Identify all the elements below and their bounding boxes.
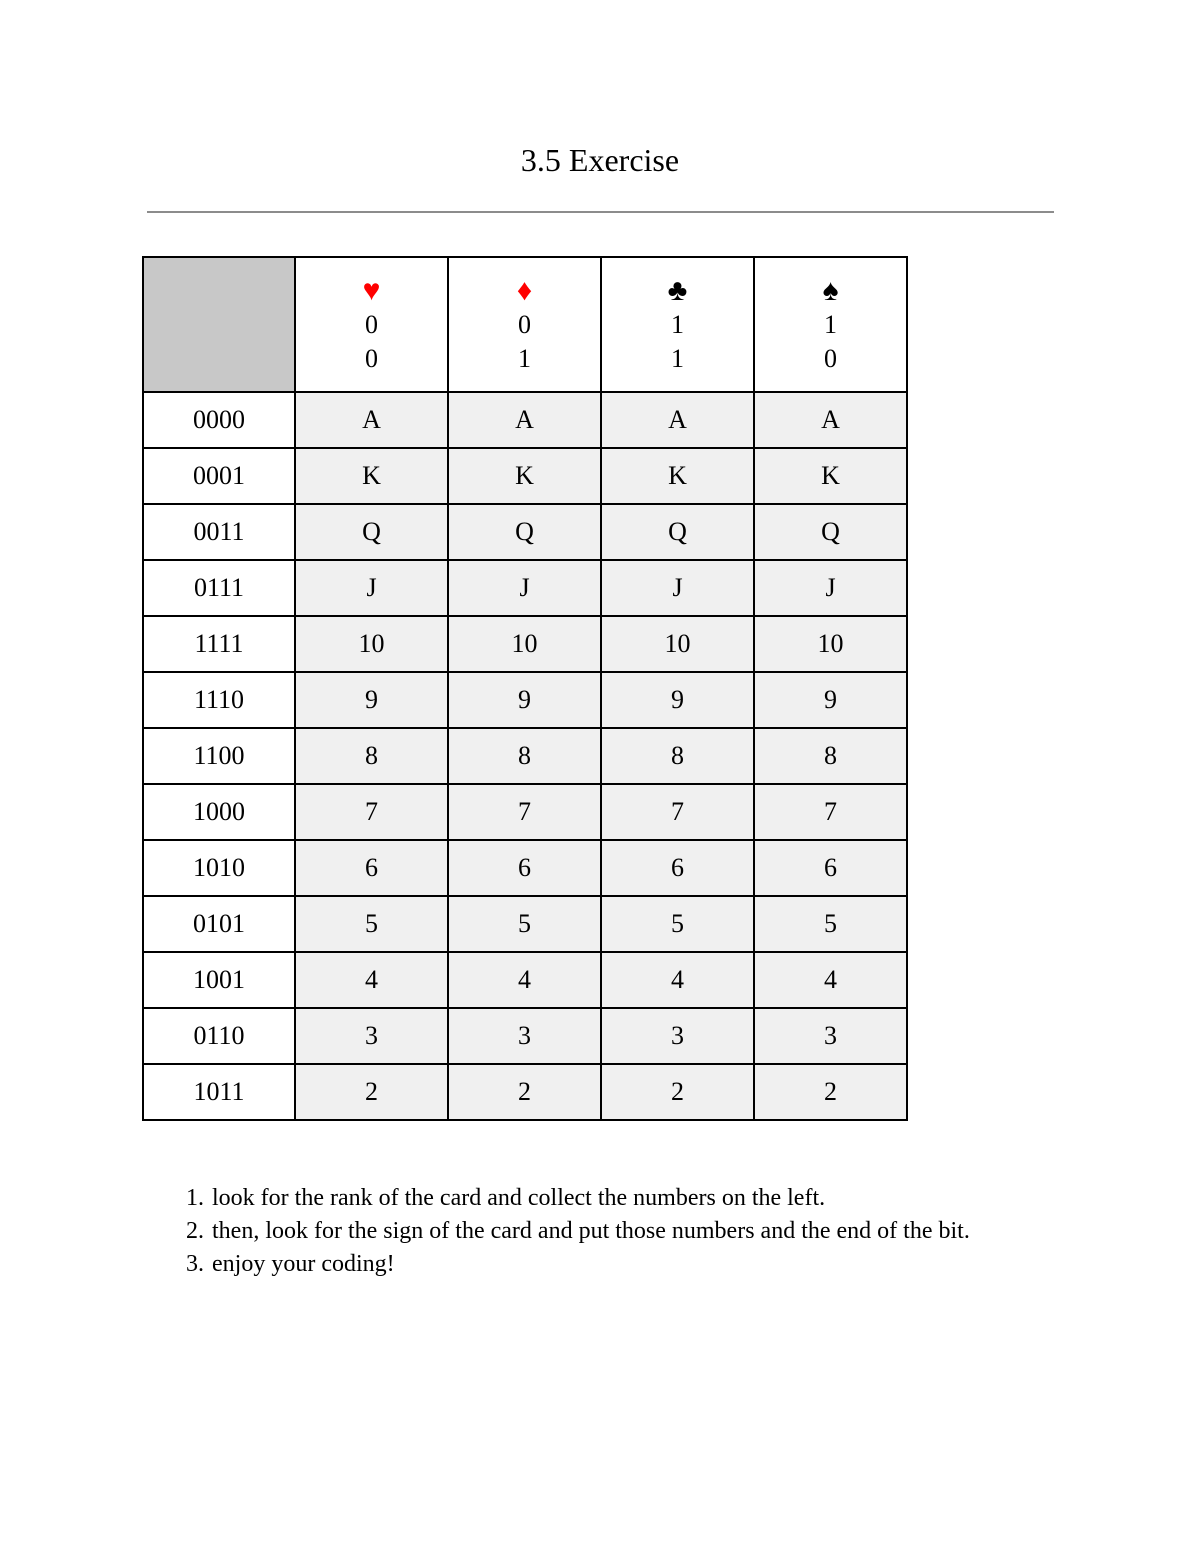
rank-code-cell: 0110 [143, 1008, 295, 1064]
instruction-item: 3. enjoy your coding! [210, 1248, 1170, 1281]
card-rank-cell-heart: K [295, 448, 448, 504]
card-rank-cell-diamond: 8 [448, 728, 601, 784]
card-rank-cell-club: 6 [601, 840, 754, 896]
table-row [143, 504, 907, 560]
card-rank-cell-heart: J [295, 560, 448, 616]
card-code-table [142, 256, 908, 1121]
diamond-icon: ♦ [516, 273, 533, 307]
card-rank-cell-spade: 10 [754, 616, 907, 672]
card-rank-cell-heart: A [295, 392, 448, 448]
club-icon: ♣ [667, 273, 688, 307]
table-row [143, 840, 907, 896]
suit-bit-1: 1 [671, 309, 684, 339]
card-rank-cell-heart: 3 [295, 1008, 448, 1064]
table-row [143, 784, 907, 840]
card-rank-cell-club: 8 [601, 728, 754, 784]
rank-code-cell: 1000 [143, 784, 295, 840]
rank-code-cell: 1100 [143, 728, 295, 784]
rank-code-cell: 0000 [143, 392, 295, 448]
card-rank-cell-spade: 6 [754, 840, 907, 896]
card-rank-cell-spade: 5 [754, 896, 907, 952]
card-rank-cell-spade: A [754, 392, 907, 448]
card-rank-cell-diamond: A [448, 392, 601, 448]
card-rank-cell-club: 4 [601, 952, 754, 1008]
suit-bit-2: 1 [671, 343, 684, 373]
spade-icon: ♠ [822, 273, 839, 307]
card-rank-cell-spade: 4 [754, 952, 907, 1008]
card-rank-cell-diamond: 5 [448, 896, 601, 952]
card-rank-cell-club: 10 [601, 616, 754, 672]
card-rank-cell-spade: J [754, 560, 907, 616]
card-rank-cell-diamond: 6 [448, 840, 601, 896]
suit-header-spade [754, 257, 907, 392]
rank-code-cell: 0011 [143, 504, 295, 560]
card-rank-cell-club: 3 [601, 1008, 754, 1064]
card-rank-cell-heart: 2 [295, 1064, 448, 1120]
card-rank-cell-diamond: 3 [448, 1008, 601, 1064]
card-rank-cell-diamond: 4 [448, 952, 601, 1008]
card-rank-cell-diamond: 7 [448, 784, 601, 840]
rank-code-cell: 1011 [143, 1064, 295, 1120]
table-row [143, 1008, 907, 1064]
rank-code-cell: 1111 [143, 616, 295, 672]
card-rank-cell-diamond: 2 [448, 1064, 601, 1120]
rank-code-cell: 1110 [143, 672, 295, 728]
suit-header-row [143, 257, 907, 392]
card-rank-cell-spade: 9 [754, 672, 907, 728]
card-rank-cell-spade: Q [754, 504, 907, 560]
card-rank-cell-heart: Q [295, 504, 448, 560]
corner-cell [143, 257, 295, 392]
suit-bit-1: 0 [365, 309, 378, 339]
suit-bit-1: 1 [824, 309, 837, 339]
rank-code-cell: 1010 [143, 840, 295, 896]
title-divider [147, 211, 1054, 213]
card-rank-cell-heart: 10 [295, 616, 448, 672]
table-row [143, 896, 907, 952]
card-rank-cell-spade: 3 [754, 1008, 907, 1064]
table-row [143, 672, 907, 728]
rank-code-cell: 1001 [143, 952, 295, 1008]
table-row [143, 448, 907, 504]
card-rank-cell-club: Q [601, 504, 754, 560]
card-rank-cell-heart: 6 [295, 840, 448, 896]
rank-code-cell: 0111 [143, 560, 295, 616]
table-row [143, 728, 907, 784]
page-title: 3.5 Exercise [520, 142, 680, 178]
suit-header-club [601, 257, 754, 392]
suit-header-diamond [448, 257, 601, 392]
table-row [143, 1064, 907, 1120]
table-row [143, 392, 907, 448]
suit-bit-1: 0 [518, 309, 531, 339]
rank-code-cell: 0001 [143, 448, 295, 504]
card-rank-cell-heart: 4 [295, 952, 448, 1008]
card-rank-cell-heart: 8 [295, 728, 448, 784]
instruction-item: 1. look for the rank of the card and collect the numbers on the left. [210, 1182, 1170, 1215]
card-rank-cell-spade: 8 [754, 728, 907, 784]
card-rank-cell-club: K [601, 448, 754, 504]
card-rank-cell-heart: 9 [295, 672, 448, 728]
card-rank-cell-spade: 2 [754, 1064, 907, 1120]
card-rank-cell-diamond: J [448, 560, 601, 616]
card-rank-cell-club: A [601, 392, 754, 448]
instruction-item: 2. then, look for the sign of the card and put those numbers and the end of the bit. [210, 1215, 1170, 1248]
card-rank-cell-spade: K [754, 448, 907, 504]
card-rank-cell-heart: 7 [295, 784, 448, 840]
instructions-list [170, 1182, 1170, 1281]
card-rank-cell-diamond: Q [448, 504, 601, 560]
suit-header-heart [295, 257, 448, 392]
suit-bit-2: 0 [365, 343, 378, 373]
card-rank-cell-club: 2 [601, 1064, 754, 1120]
card-rank-cell-heart: 5 [295, 896, 448, 952]
card-rank-cell-club: 5 [601, 896, 754, 952]
card-rank-cell-club: 9 [601, 672, 754, 728]
suit-bit-2: 1 [518, 343, 531, 373]
table-row [143, 616, 907, 672]
card-rank-cell-diamond: 10 [448, 616, 601, 672]
table-row [143, 560, 907, 616]
card-rank-cell-club: J [601, 560, 754, 616]
card-rank-cell-diamond: K [448, 448, 601, 504]
card-rank-cell-spade: 7 [754, 784, 907, 840]
heart-icon: ♥ [362, 273, 381, 307]
rank-code-cell: 0101 [143, 896, 295, 952]
card-rank-cell-club: 7 [601, 784, 754, 840]
suit-bit-2: 0 [824, 343, 837, 373]
table-row [143, 952, 907, 1008]
card-rank-cell-diamond: 9 [448, 672, 601, 728]
